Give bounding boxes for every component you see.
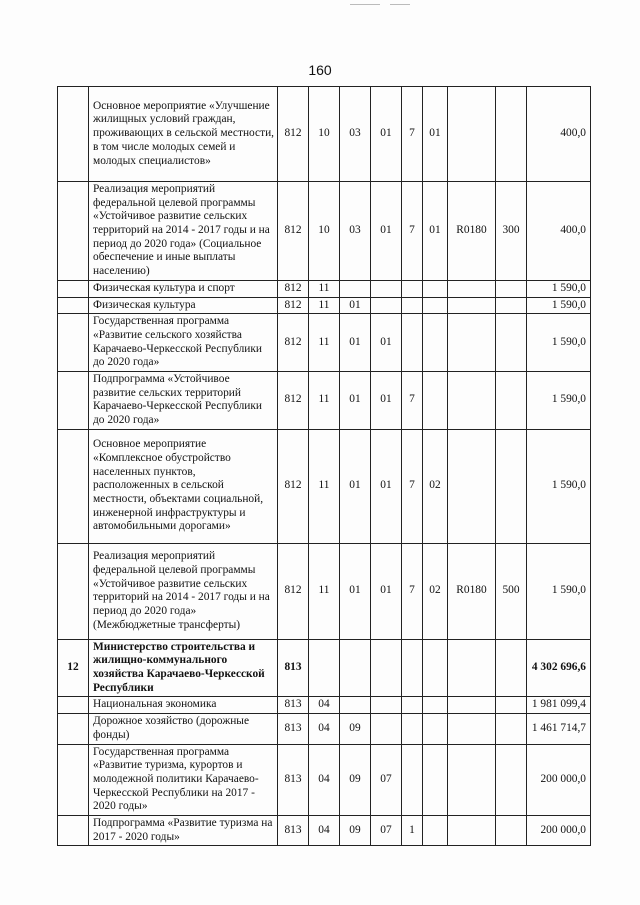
- cell-amount: 1 590,0: [527, 297, 591, 314]
- cell-csr2: [402, 314, 423, 372]
- cell-csr4: [448, 297, 496, 314]
- scan-mark: [350, 4, 380, 5]
- cell-ved: 812: [278, 371, 309, 429]
- cell-csr3: [423, 744, 448, 815]
- cell-amount: 1 590,0: [527, 371, 591, 429]
- table-row: [58, 639, 591, 697]
- cell-csr4: [448, 744, 496, 815]
- table-row: [58, 314, 591, 372]
- cell-csr4: [448, 639, 496, 697]
- cell-amount: 1 590,0: [527, 429, 591, 543]
- cell-amount: 1 461 714,7: [527, 714, 591, 744]
- cell-pr: 03: [340, 182, 371, 281]
- cell-csr1: [371, 697, 402, 714]
- cell-rz: [309, 639, 340, 697]
- cell-ved: 813: [278, 815, 309, 845]
- cell-csr2: [402, 280, 423, 297]
- cell-csr1: [371, 639, 402, 697]
- cell-amount: 1 981 099,4: [527, 697, 591, 714]
- cell-csr1: 01: [371, 543, 402, 639]
- cell-ved: 812: [278, 182, 309, 281]
- cell-pr: 01: [340, 297, 371, 314]
- cell-csr1: 01: [371, 429, 402, 543]
- cell-rz: 04: [309, 714, 340, 744]
- cell-csr1: 07: [371, 744, 402, 815]
- cell-csr4: [448, 697, 496, 714]
- cell-pr: [340, 280, 371, 297]
- cell-csr1: [371, 714, 402, 744]
- cell-rz: 04: [309, 815, 340, 845]
- cell-vr: [496, 314, 527, 372]
- cell-vr: [496, 639, 527, 697]
- cell-csr4: [448, 87, 496, 182]
- cell-num: 12: [58, 639, 89, 697]
- cell-num: [58, 297, 89, 314]
- cell-num: [58, 280, 89, 297]
- cell-vr: 500: [496, 543, 527, 639]
- cell-ved: 813: [278, 697, 309, 714]
- table-row: [58, 87, 591, 182]
- cell-pr: [340, 639, 371, 697]
- cell-name: Подпрограмма «Развитие туризма на 2017 - 2020 годы»: [89, 815, 278, 845]
- cell-pr: 09: [340, 714, 371, 744]
- cell-name: Национальная экономика: [89, 697, 278, 714]
- cell-csr4: [448, 314, 496, 372]
- cell-num: [58, 182, 89, 281]
- cell-num: [58, 714, 89, 744]
- table-row: [58, 744, 591, 815]
- cell-name: Основное мероприятие «Улучшение жилищных условий граждан, проживающих в сельской местности, в том числе молодых семей и молодых специалистов»: [89, 87, 278, 182]
- cell-csr3: 01: [423, 87, 448, 182]
- scan-mark: [390, 4, 410, 5]
- cell-pr: 01: [340, 371, 371, 429]
- cell-csr3: [423, 314, 448, 372]
- cell-amount: 200 000,0: [527, 744, 591, 815]
- table-row: [58, 371, 591, 429]
- cell-csr1: 07: [371, 815, 402, 845]
- cell-num: [58, 314, 89, 372]
- cell-csr3: 02: [423, 543, 448, 639]
- cell-name: Государственная программа «Развитие сельского хозяйства Карачаево-Черкесской Республики до 2020 года»: [89, 314, 278, 372]
- cell-csr3: 02: [423, 429, 448, 543]
- cell-vr: [496, 297, 527, 314]
- cell-num: [58, 697, 89, 714]
- cell-name: Подпрограмма «Устойчивое развитие сельских территорий Карачаево-Черкесской Республики до 2020 года»: [89, 371, 278, 429]
- cell-csr3: 01: [423, 182, 448, 281]
- cell-csr1: 01: [371, 314, 402, 372]
- cell-csr2: [402, 714, 423, 744]
- table-row: [58, 297, 591, 314]
- cell-num: [58, 371, 89, 429]
- cell-csr2: 7: [402, 543, 423, 639]
- cell-ved: 813: [278, 744, 309, 815]
- cell-ved: 812: [278, 314, 309, 372]
- cell-csr3: [423, 297, 448, 314]
- cell-csr3: [423, 280, 448, 297]
- cell-ved: 812: [278, 543, 309, 639]
- cell-vr: 300: [496, 182, 527, 281]
- cell-rz: 11: [309, 314, 340, 372]
- cell-ved: 812: [278, 87, 309, 182]
- cell-rz: 11: [309, 371, 340, 429]
- cell-ved: 813: [278, 714, 309, 744]
- table-row: [58, 429, 591, 543]
- cell-csr1: [371, 280, 402, 297]
- cell-pr: 09: [340, 744, 371, 815]
- cell-rz: 11: [309, 280, 340, 297]
- cell-csr4: [448, 280, 496, 297]
- cell-amount: 400,0: [527, 87, 591, 182]
- cell-csr1: 01: [371, 371, 402, 429]
- cell-name: Физическая культура и спорт: [89, 280, 278, 297]
- cell-rz: 10: [309, 87, 340, 182]
- cell-pr: 09: [340, 815, 371, 845]
- cell-csr3: [423, 815, 448, 845]
- cell-csr2: 1: [402, 815, 423, 845]
- cell-ved: 812: [278, 280, 309, 297]
- cell-csr2: [402, 297, 423, 314]
- cell-vr: [496, 697, 527, 714]
- cell-rz: 04: [309, 744, 340, 815]
- table-row: [58, 280, 591, 297]
- cell-amount: 1 590,0: [527, 314, 591, 372]
- cell-ved: 812: [278, 297, 309, 314]
- cell-csr4: R0180: [448, 543, 496, 639]
- cell-pr: 01: [340, 429, 371, 543]
- cell-csr2: 7: [402, 182, 423, 281]
- cell-csr2: [402, 697, 423, 714]
- cell-rz: 11: [309, 297, 340, 314]
- cell-vr: [496, 815, 527, 845]
- cell-rz: 11: [309, 429, 340, 543]
- cell-vr: [496, 429, 527, 543]
- cell-vr: [496, 371, 527, 429]
- cell-amount: 1 590,0: [527, 543, 591, 639]
- cell-vr: [496, 280, 527, 297]
- table-row: [58, 543, 591, 639]
- table-row: [58, 697, 591, 714]
- cell-csr2: 7: [402, 371, 423, 429]
- cell-csr4: [448, 815, 496, 845]
- cell-name: Дорожное хозяйство (дорожные фонды): [89, 714, 278, 744]
- cell-pr: 01: [340, 314, 371, 372]
- cell-csr4: [448, 714, 496, 744]
- cell-csr2: [402, 639, 423, 697]
- cell-amount: 4 302 696,6: [527, 639, 591, 697]
- cell-csr4: R0180: [448, 182, 496, 281]
- cell-csr1: [371, 297, 402, 314]
- cell-rz: 11: [309, 543, 340, 639]
- cell-csr1: 01: [371, 182, 402, 281]
- cell-name: Реализация мероприятий федеральной целевой программы «Устойчивое развитие сельских территорий на 2014 - 2017 годы и на период до 2020 года» (Социальное обеспечение и иные выплаты населению): [89, 182, 278, 281]
- cell-amount: 400,0: [527, 182, 591, 281]
- cell-num: [58, 815, 89, 845]
- cell-csr3: [423, 697, 448, 714]
- cell-amount: 1 590,0: [527, 280, 591, 297]
- cell-vr: [496, 714, 527, 744]
- table-row: [58, 714, 591, 744]
- cell-rz: 04: [309, 697, 340, 714]
- cell-csr3: [423, 371, 448, 429]
- table-row: [58, 815, 591, 845]
- cell-csr2: [402, 744, 423, 815]
- cell-num: [58, 87, 89, 182]
- cell-ved: 812: [278, 429, 309, 543]
- cell-amount: 200 000,0: [527, 815, 591, 845]
- cell-vr: [496, 744, 527, 815]
- cell-csr1: 01: [371, 87, 402, 182]
- cell-csr3: [423, 714, 448, 744]
- page-number: 160: [308, 62, 332, 78]
- cell-csr4: [448, 429, 496, 543]
- cell-csr3: [423, 639, 448, 697]
- table-row: [58, 182, 591, 281]
- cell-name: Государственная программа «Развитие туризма, курортов и молодежной политики Карачаево-Черкесской Республики на 2017 - 2020 годы»: [89, 744, 278, 815]
- cell-pr: 03: [340, 87, 371, 182]
- cell-name: Физическая культура: [89, 297, 278, 314]
- cell-ved: 813: [278, 639, 309, 697]
- cell-num: [58, 744, 89, 815]
- cell-pr: [340, 697, 371, 714]
- cell-pr: 01: [340, 543, 371, 639]
- cell-num: [58, 543, 89, 639]
- cell-name: Основное мероприятие «Комплексное обустройство населенных пунктов, расположенных в сельской местности, объектами социальной, инженерной инфраструктуры и автомобильными дорогами»: [89, 429, 278, 543]
- cell-name: Министерство строительства и жилищно-коммунального хозяйства Карачаево-Черкесской Республики: [89, 639, 278, 697]
- cell-csr4: [448, 371, 496, 429]
- cell-name: Реализация мероприятий федеральной целевой программы «Устойчивое развитие сельских территорий на 2014 - 2017 годы и на период до 2020 года» (Межбюджетные трансферты): [89, 543, 278, 639]
- cell-rz: 10: [309, 182, 340, 281]
- cell-num: [58, 429, 89, 543]
- cell-vr: [496, 87, 527, 182]
- cell-csr2: 7: [402, 429, 423, 543]
- cell-csr2: 7: [402, 87, 423, 182]
- budget-table: [57, 86, 591, 846]
